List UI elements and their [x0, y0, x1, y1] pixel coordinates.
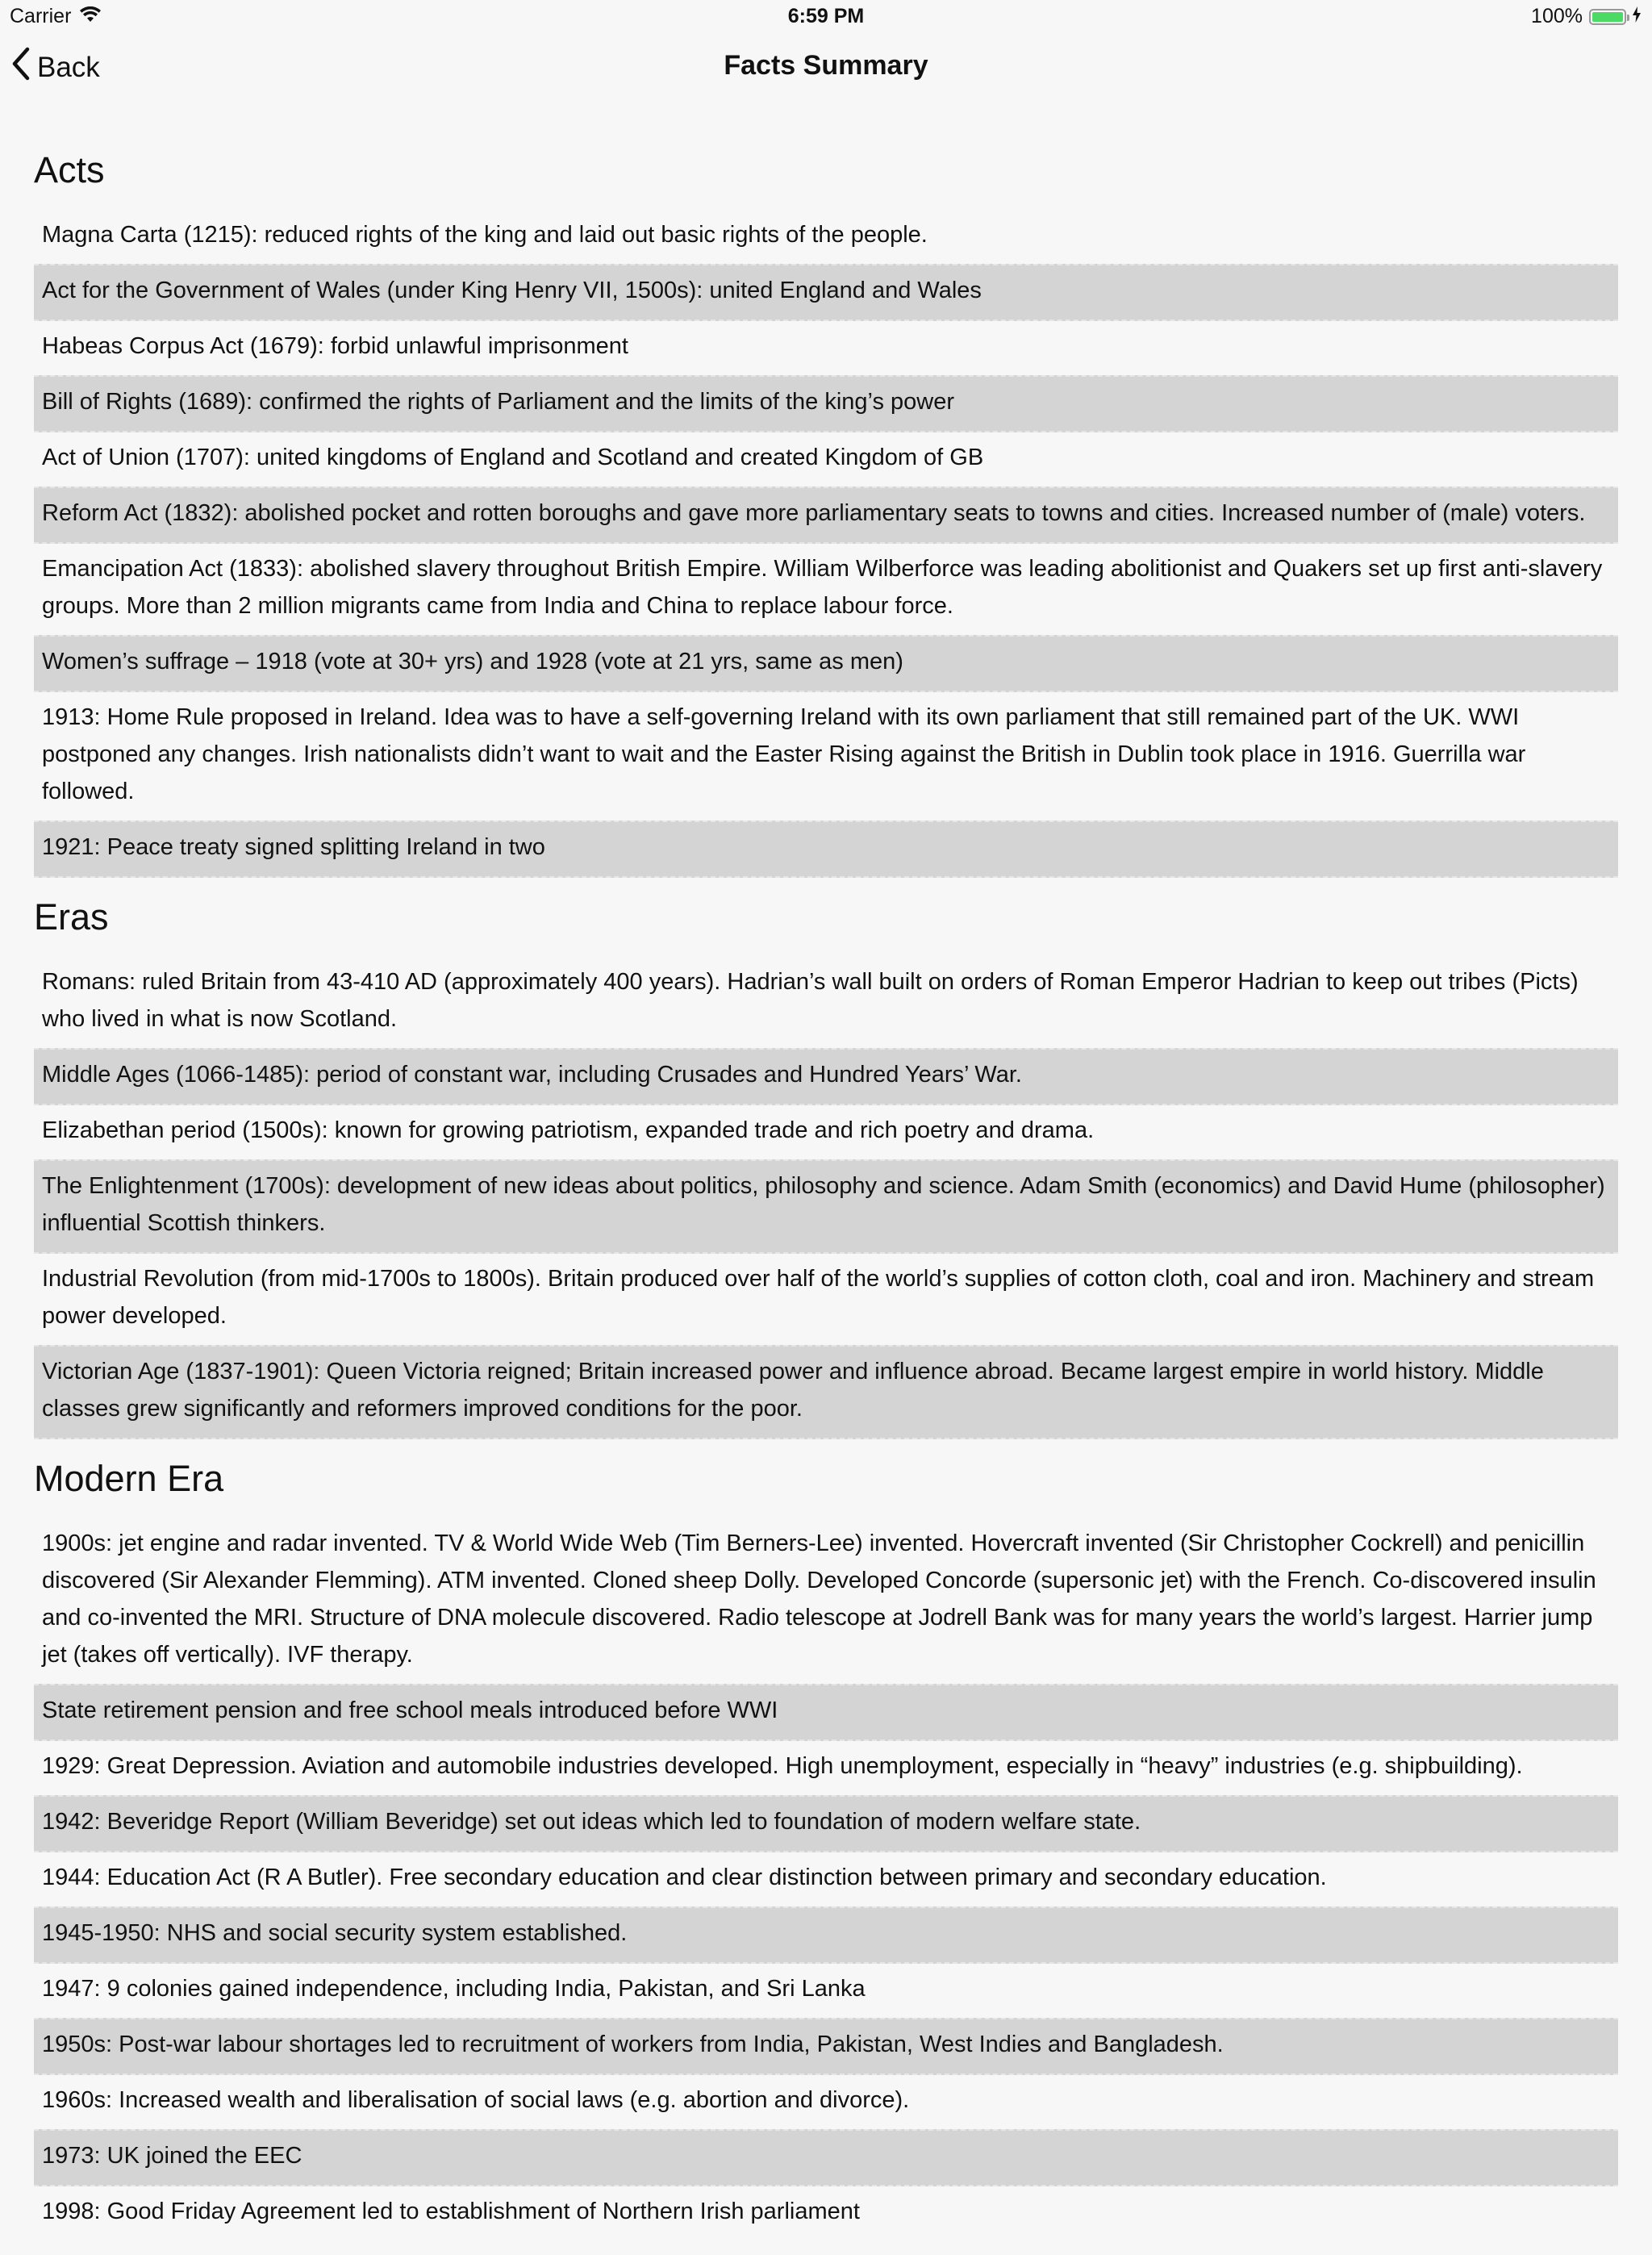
- fact-row: Act for the Government of Wales (under King Henry VII, 1500s): united England and Wales: [34, 264, 1618, 321]
- fact-row: Elizabethan period (1500s): known for growing patriotism, expanded trade and rich poetry and drama.: [42, 1117, 1095, 1143]
- fact-row: 1944: Education Act (R A Butler). Free secondary education and clear distinction between primary and secondary education.: [42, 1865, 1327, 1890]
- battery-percent: 100%: [1531, 5, 1583, 27]
- fact-list: [34, 210, 1618, 878]
- fact-list: [34, 957, 1618, 1439]
- charging-icon: [1633, 5, 1641, 28]
- fact-row: Victorian Age (1837-1901): Queen Victoria reigned; Britain increased power and influence abroad. Became largest empire in world history. Middle classes grew significantly and reformers improved conditions for the poor.: [34, 1345, 1618, 1439]
- status-time: 6:59 PM: [787, 5, 865, 27]
- fact-row: Industrial Revolution (from mid-1700s to 1800s). Britain produced over half of the world’s supplies of cotton cloth, coal and iron. Machinery and stream power developed.: [42, 1266, 1595, 1329]
- section-title: Acts: [34, 149, 105, 190]
- page-title: Facts Summary: [724, 50, 928, 81]
- fact-row: Women’s suffrage – 1918 (vote at 30+ yrs) and 1928 (vote at 21 yrs, same as men): [34, 635, 1618, 692]
- fact-row: Emancipation Act (1833): abolished slavery throughout British Empire. William Wilberforce was leading abolitionist and Quakers set up first anti-slavery groups. More than 2 million migrants came from India and China to replace labour force.: [42, 556, 1603, 619]
- section-title: Eras: [34, 896, 109, 937]
- status-battery: [1531, 5, 1641, 28]
- section-acts: [34, 145, 1618, 878]
- fact-row: Reform Act (1832): abolished pocket and rotten boroughs and gave more parliamentary seats to towns and cities. Increased number of (male) voters.: [34, 486, 1618, 544]
- fact-row: 1960s: Increased wealth and liberalisation of social laws (e.g. abortion and divorce).: [42, 2087, 910, 2113]
- fact-row: 1950s: Post-war labour shortages led to recruitment of workers from India, Pakistan, West Indies and Bangladesh.: [34, 2018, 1618, 2075]
- fact-row: Romans: ruled Britain from 43-410 AD (approximately 400 years). Hadrian’s wall built on orders of Roman Emperor Hadrian to keep out tribes (Picts) who lived in what is now Scotland.: [42, 969, 1579, 1032]
- section-title: Modern Era: [34, 1458, 224, 1499]
- back-label: Back: [37, 51, 100, 83]
- battery-icon: [1589, 9, 1626, 25]
- fact-row: State retirement pension and free school meals introduced before WWI: [34, 1684, 1618, 1741]
- carrier-label: Carrier: [10, 5, 72, 27]
- section-eras: [34, 892, 1618, 1439]
- fact-row: 1942: Beveridge Report (William Beveridge) set out ideas which led to foundation of modern welfare state.: [34, 1795, 1618, 1852]
- fact-row: 1900s: jet engine and radar invented. TV & World Wide Web (Tim Berners-Lee) invented. Hovercraft invented (Sir Christopher Cockrell) and penicillin discovered (Sir Alexander Flemming). ATM invented. Cloned sheep Dolly. Developed Concorde (supersonic jet) with the French. Co-discovered insulin and co-invented the MRI. Structure of DNA molecule discovered. Radio telescope at Jodrell Bank was for many years the world’s largest. Harrier jump jet (takes off vertically). IVF therapy.: [42, 1530, 1596, 1668]
- fact-row: 1929: Great Depression. Aviation and automobile industries developed. High unemployment, especially in “heavy” industries (e.g. shipbuilding).: [42, 1753, 1523, 1779]
- fact-list: [34, 1518, 1618, 2240]
- status-bar: [0, 0, 1652, 32]
- fact-row: 1921: Peace treaty signed splitting Ireland in two: [34, 821, 1618, 878]
- facts-content: [34, 145, 1618, 2255]
- fact-row: Magna Carta (1215): reduced rights of the king and laid out basic rights of the people.: [42, 222, 928, 248]
- fact-row: 1947: 9 colonies gained independence, including India, Pakistan, and Sri Lanka: [42, 1976, 866, 2002]
- fact-row: Bill of Rights (1689): confirmed the rights of Parliament and the limits of the king’s power: [34, 375, 1618, 432]
- section-modern-era: [34, 1454, 1618, 2240]
- fact-row: 1913: Home Rule proposed in Ireland. Idea was to have a self-governing Ireland with its own parliament that still remained part of the UK. WWI postponed any changes. Irish nationalists didn’t want to wait and the Easter Rising against the British in Dublin took place in 1916. Guerrilla war followed.: [42, 704, 1526, 804]
- fact-row: 1945-1950: NHS and social security system established.: [34, 1906, 1618, 1964]
- fact-row: Habeas Corpus Act (1679): forbid unlawful imprisonment: [42, 333, 628, 359]
- fact-row: 1973: UK joined the EEC: [34, 2129, 1618, 2186]
- fact-row: 1998: Good Friday Agreement led to establishment of Northern Irish parliament: [42, 2199, 860, 2224]
- fact-row: The Enlightenment (1700s): development of new ideas about politics, philosophy and science. Adam Smith (economics) and David Hume (philosopher) influential Scottish thinkers.: [34, 1159, 1618, 1254]
- navigation-bar: [0, 32, 1652, 103]
- fact-row: Middle Ages (1066-1485): period of constant war, including Crusades and Hundred Years’ War.: [34, 1048, 1618, 1105]
- fact-row: Act of Union (1707): united kingdoms of England and Scotland and created Kingdom of GB: [42, 445, 984, 470]
